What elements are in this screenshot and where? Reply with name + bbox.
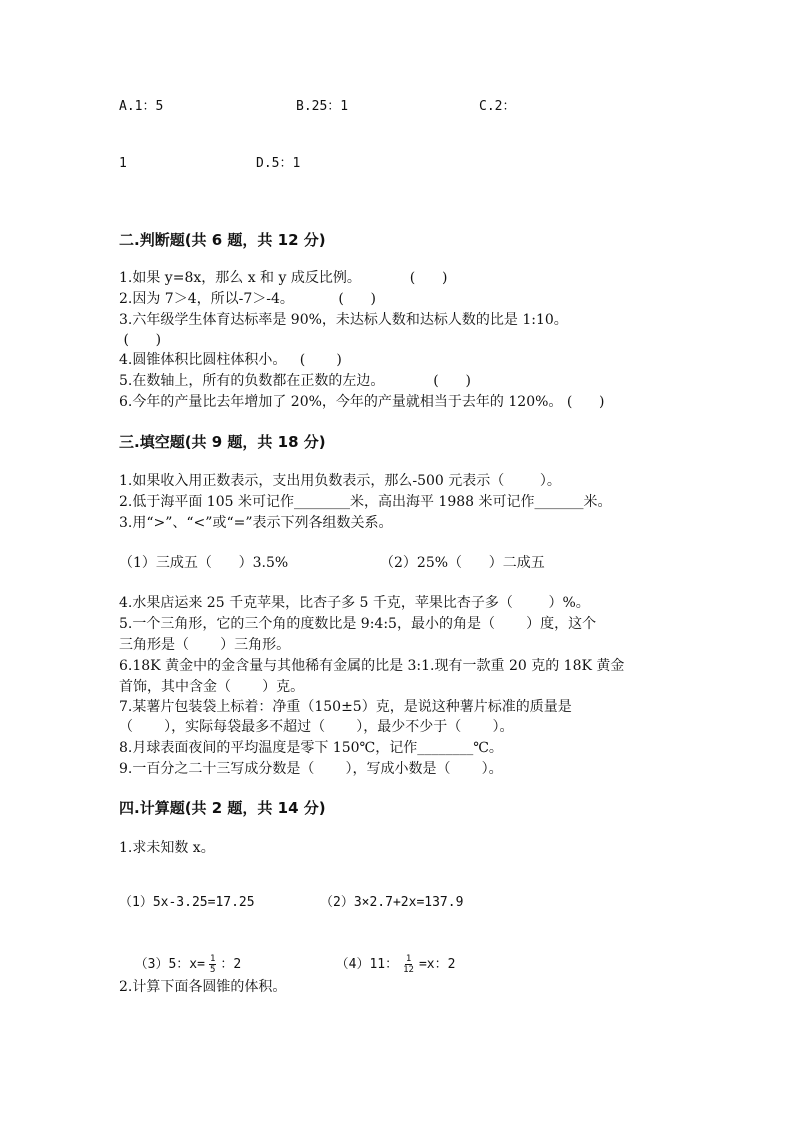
section3-item-5: 5.一个三角形，它的三个角的度数比是 9:4:5，最小的角是（ ）度，这个 [119,616,597,632]
section3-item-2: 2.低于海平面 105 米可记作________米，高出海平 1988 米可记作_______米。 [119,494,612,510]
section2-item-6: 6.今年的产量比去年增加了 20%，今年的产量就相当于去年的 120%。 ( ) [119,394,605,410]
section3-heading: 三.填空题(共 9 题，共 18 分) [119,433,326,451]
section4-heading: 四.计算题(共 2 题，共 14 分) [119,799,326,817]
section3-item-4: 4.水果店运来 25 千克苹果，比杏子多 5 千克，苹果比杏子多（ ）%。 [119,595,590,611]
section2-item-2: 2.因为 7＞4，所以-7＞-4。 ( ) [119,291,377,307]
section2-item-3: 3.六年级学生体育达标率是 90%，未达标人数和达标人数的比是 1:10。 [119,312,568,328]
equation-2: （2）3×2.7+2x=137.9 [320,895,464,910]
section3-item-7-cont: （ ），实际每袋最多不超过（ ），最少不少于（ ）。 [119,719,514,735]
choice-c: C.2： [479,99,516,114]
fraction-numerator: 1 [209,954,216,964]
equation-4 [320,926,455,978]
fraction-denominator: 12 [403,965,414,975]
section2-item-3-answer: ( ) [119,332,162,348]
section3-item-6: 6.18K 黄金中的金含量与其他稀有金属的比是 3:1.现有一款重 20 克的 18K 黄金 [119,658,625,674]
equation-3-suffix: ：2 [220,957,242,972]
equation-3-prefix: （3）5：x= [134,957,205,972]
section3-item-8: 8.月球表面夜间的平均温度是零下 150℃，记作________℃。 [119,740,503,756]
fraction-one-fifth [209,954,216,975]
equation-3 [119,926,241,978]
section3-item-5-cont: 三角形是（ ）三角形。 [119,637,291,653]
section4-question-1: 1.求未知数 x。 [119,840,215,856]
equation-1: （1）5x-3.25=17.25 [119,895,255,910]
choice-b: B.25：1 [296,99,349,114]
fraction-denominator: 5 [209,965,216,975]
choice-a: A.1：5 [119,99,164,114]
section2-heading: 二.判断题(共 6 题，共 12 分) [119,231,326,249]
choice-d: D.5：1 [256,156,301,171]
compare-2: （2）25%（ ）二成五 [380,555,545,571]
section3-item-1: 1.如果收入用正数表示，支出用负数表示，那么-500 元表示（ ）。 [119,473,561,489]
choice-c-continued: 1 [119,156,127,171]
section2-item-5: 5.在数轴上，所有的负数都在正数的左边。 ( ) [119,373,471,389]
section3-item-9: 9.一百分之二十三写成分数是（ ），写成小数是（ ）。 [119,761,503,777]
section3-item-6-cont: 首饰，其中含金（ ）克。 [119,679,305,695]
equation-4-prefix: （4）11： [335,957,399,972]
section3-item-7: 7.某薯片包装袋上标着：净重（150±5）克，是说这种薯片标准的质量是 [119,699,572,715]
equation-4-suffix: =x：2 [418,957,456,972]
section2-item-1: 1.如果 y=8x，那么 x 和 y 成反比例。 ( ) [119,270,448,286]
section3-item-3: 3.用“>”、“<”或“=”表示下列各组数关系。 [119,515,393,531]
fraction-one-twelfth [402,954,415,975]
section2-item-4: 4.圆锥体积比圆柱体积小。 ( ) [119,352,342,368]
fraction-numerator: 1 [405,954,412,964]
section4-question-2: 2.计算下面各圆锥的体积。 [119,979,287,995]
compare-1: （1）三成五（ ）3.5% [119,555,289,571]
